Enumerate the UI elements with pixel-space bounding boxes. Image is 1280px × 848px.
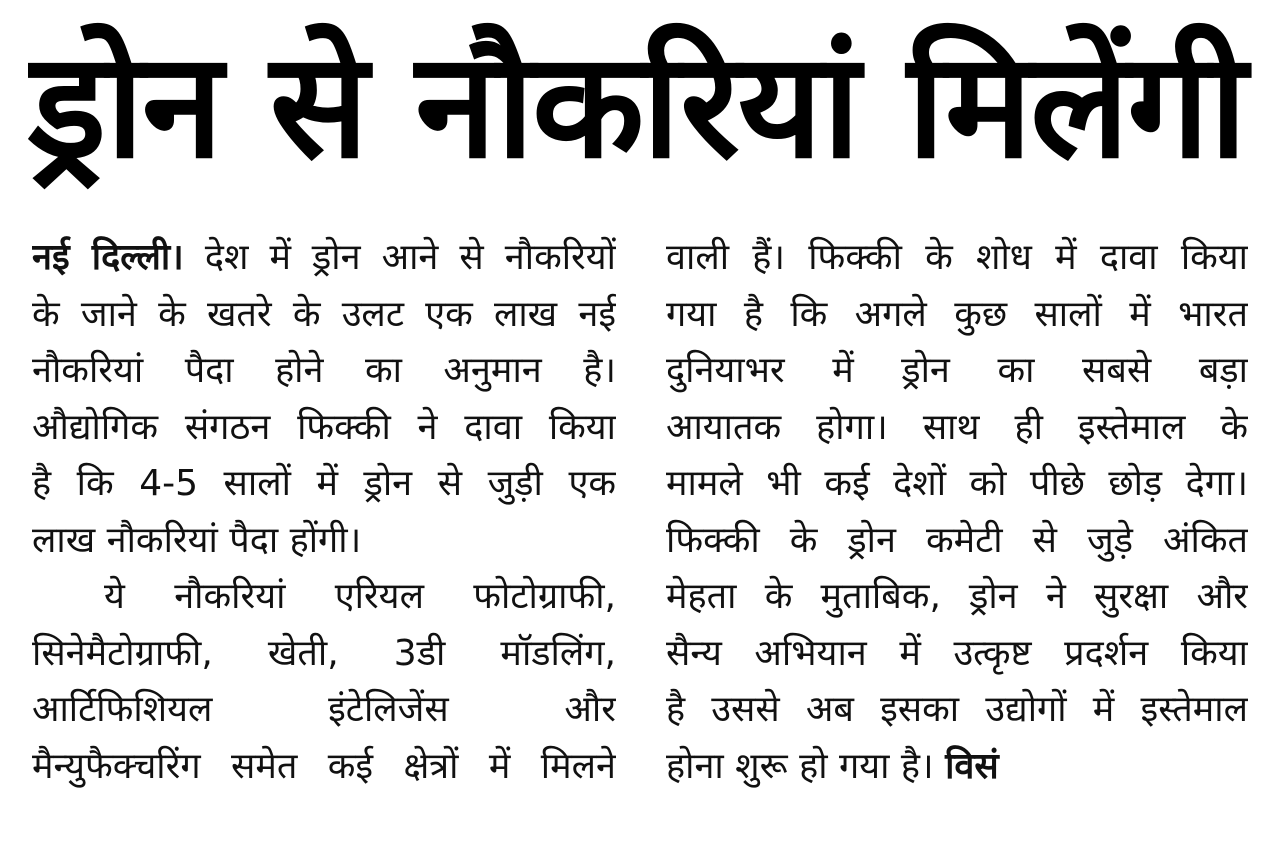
text-line	[666, 739, 1248, 796]
byline: विसं	[945, 745, 999, 787]
text-line: सैन्य अभियान में उत्कृष्ट प्रदर्शन किया	[666, 632, 1248, 674]
text-line: नौकरियां पैदा होने का अनुमान है।	[32, 350, 616, 391]
text-line: है कि 4-5 सालों में ड्रोन से जुड़ी एक	[32, 463, 616, 504]
right-column	[666, 230, 1248, 842]
text-line: मेहता के मुताबिक, ड्रोन ने सुरक्षा और	[666, 576, 1248, 617]
line-text: होना शुरू हो गया है।	[666, 745, 946, 787]
text-line: मैन्युफैक्चरिंग समेत कई क्षेत्रों में मिलने	[32, 745, 616, 787]
text-line: दुनियाभर में ड्रोन का सबसे बड़ा	[666, 350, 1248, 391]
text-line	[32, 230, 616, 287]
text-line: फिक्की के ड्रोन कमेटी से जुड़े अंकित	[666, 519, 1248, 561]
left-column	[32, 230, 616, 842]
text-line: आर्टिफिशियल इंटेलिजेंस और	[32, 689, 616, 730]
text-line: औद्योगिक संगठन फिक्की ने दावा किया	[32, 406, 616, 448]
headline: ड्रोन से नौकरियां मिलेंगी	[28, 21, 1246, 191]
text-line: सिनेमैटोग्राफी, खेती, 3डी मॉडलिंग,	[32, 632, 616, 674]
text-line: गया है कि अगले कुछ सालों में भारत	[666, 293, 1248, 335]
dateline: नई दिल्ली।	[32, 237, 184, 278]
text-line: वाली हैं। फिक्की के शोध में दावा किया	[666, 237, 1248, 278]
text-line: ये नौकरियां एरियल फोटोग्राफी,	[104, 576, 616, 617]
text-line: लाख नौकरियां पैदा होंगी।	[32, 519, 362, 561]
text-line: के जाने के खतरे के उलट एक लाख नई	[32, 293, 616, 335]
text-line: आयातक होगा। साथ ही इस्तेमाल के	[666, 406, 1248, 448]
text-line: मामले भी कई देशों को पीछे छोड़ देगा।	[666, 463, 1248, 504]
line-text: देश में ड्रोन आने से नौकरियों	[183, 237, 616, 278]
text-line: है उससे अब इसका उद्योगों में इस्तेमाल	[666, 689, 1248, 730]
